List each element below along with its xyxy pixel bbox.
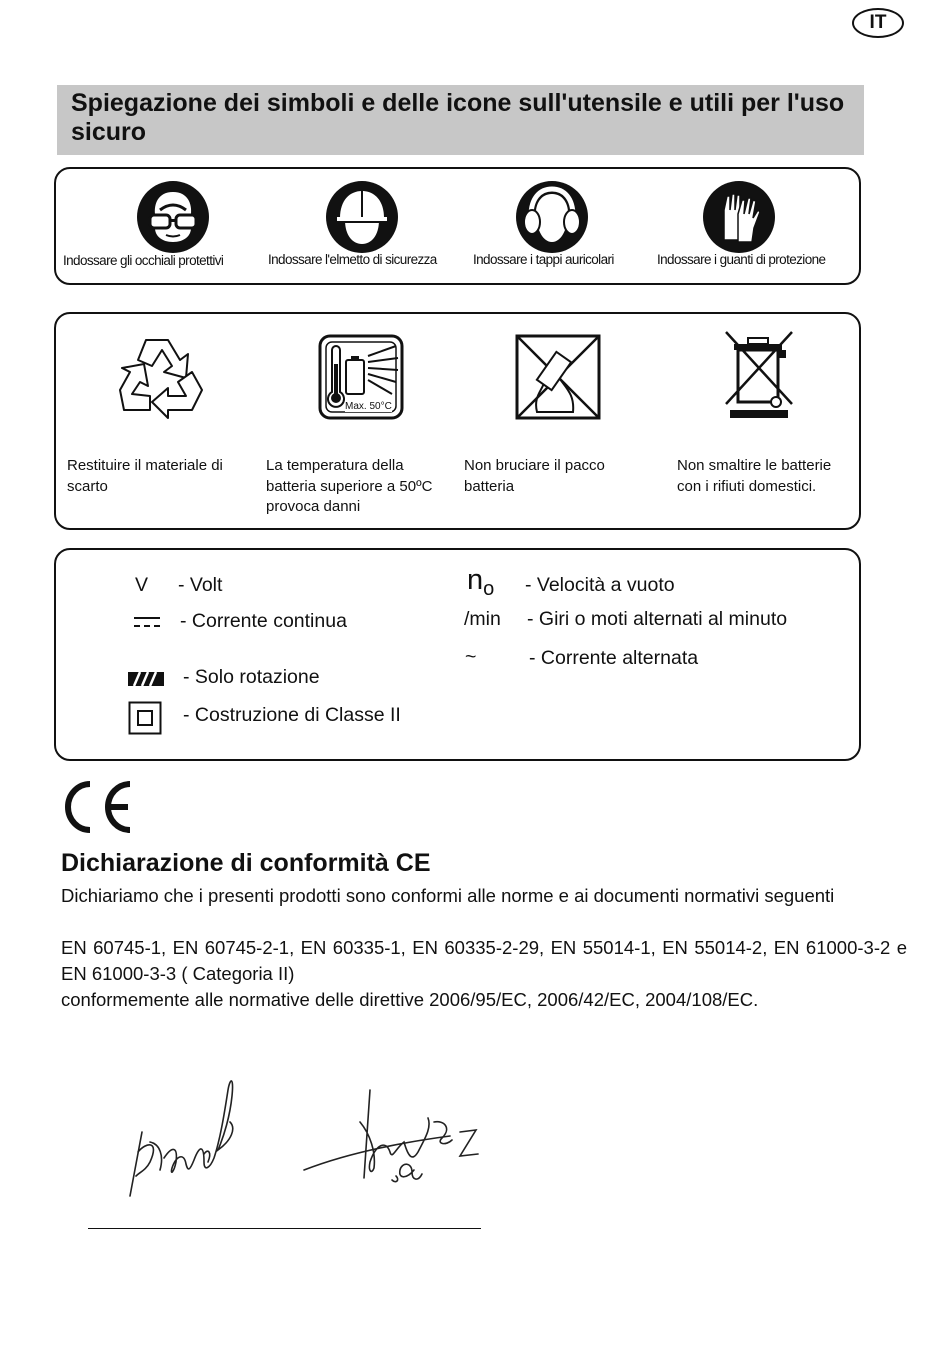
per-minute-symbol: /min: [464, 608, 501, 630]
warning-label-bin: Non smaltire le batterie con i rifiuti domestici.: [677, 457, 832, 495]
symbol-label-per-minute: - Giri o moti alternati al minuto: [527, 608, 788, 630]
symbols-box: [54, 548, 861, 761]
section-title: Spiegazione dei simboli e delle icone sull'utensile e utili per l'uso sicuro: [71, 89, 845, 146]
section-title-bar: [57, 85, 864, 155]
recycle-icon: [116, 332, 208, 420]
ppe-icons-box: [54, 167, 861, 285]
ear-protection-icon: [515, 180, 589, 254]
warning-label-recycle: Restituire il materiale di scarto: [67, 457, 223, 495]
rotation-only-icon: [128, 672, 164, 686]
ppe-label-ear-protection: Indossare i tappi auricolari: [473, 252, 614, 267]
declaration-heading: Dichiarazione di conformità CE: [61, 849, 431, 877]
warning-label-no-fire: Non bruciare il pacco batteria: [464, 457, 605, 495]
declaration-paragraph-2: EN 60745-1, EN 60745-2-1, EN 60335-1, EN 60335-2-29, EN 55014-1, EN 55014-2, EN 61000-3-2 e EN 61000-3-3 ( Categoria II): [61, 937, 907, 984]
no-load-n: n: [467, 564, 484, 596]
hard-hat-icon: [325, 180, 399, 254]
dc-symbol: [133, 612, 161, 635]
volt-symbol: V: [135, 574, 149, 596]
symbol-label-ac: - Corrente alternata: [529, 647, 699, 669]
symbol-label-class-ii: - Costruzione di Classe II: [183, 704, 401, 726]
ce-mark: [60, 780, 136, 834]
symbol-label-volt: - Volt: [178, 574, 223, 596]
symbol-label-dc: - Corrente continua: [180, 610, 347, 632]
thermometer-battery-icon: [318, 334, 404, 420]
warning-label-temperature: La temperatura della batteria superiore a 50ºC provoca danni: [266, 457, 433, 515]
no-load-speed-symbol: [467, 564, 495, 600]
thermometer-icon-text: Max. 50°C: [345, 401, 392, 412]
crossed-bin-icon: [724, 330, 796, 422]
no-load-sub: o: [483, 578, 495, 600]
direct-current-icon: [133, 615, 161, 629]
no-fire-battery-icon: [515, 334, 601, 420]
ppe-label-hard-hat: Indossare l'elmetto di sicurezza: [268, 252, 437, 267]
gloves-icon: [702, 180, 776, 254]
symbol-label-no-load-speed: - Velocità a vuoto: [525, 574, 675, 596]
warnings-box: [54, 312, 861, 530]
signature-1: [120, 1072, 240, 1202]
ppe-label-glasses: Indossare gli occhiali protettivi: [63, 253, 224, 268]
ce-mark-icon: [60, 780, 136, 834]
declaration-paragraph-3: conformemente alle normative delle direttive 2006/95/EC, 2006/42/EC, 2004/108/EC.: [61, 989, 759, 1010]
declaration-paragraph-1: Dichiariamo che i presenti prodotti sono conformi alle norme e ai documenti normativi seguenti: [61, 885, 835, 906]
class-ii-icon: [128, 701, 162, 735]
language-badge: IT: [852, 8, 904, 38]
signature-line: [88, 1228, 481, 1229]
ac-symbol: ~: [465, 646, 477, 668]
symbol-label-rotation: - Solo rotazione: [183, 666, 320, 688]
signature-2: [300, 1082, 485, 1192]
symbol-row-volt: [135, 574, 148, 597]
safety-glasses-icon: [136, 180, 210, 254]
ppe-label-gloves: Indossare i guanti di protezione: [657, 252, 826, 267]
